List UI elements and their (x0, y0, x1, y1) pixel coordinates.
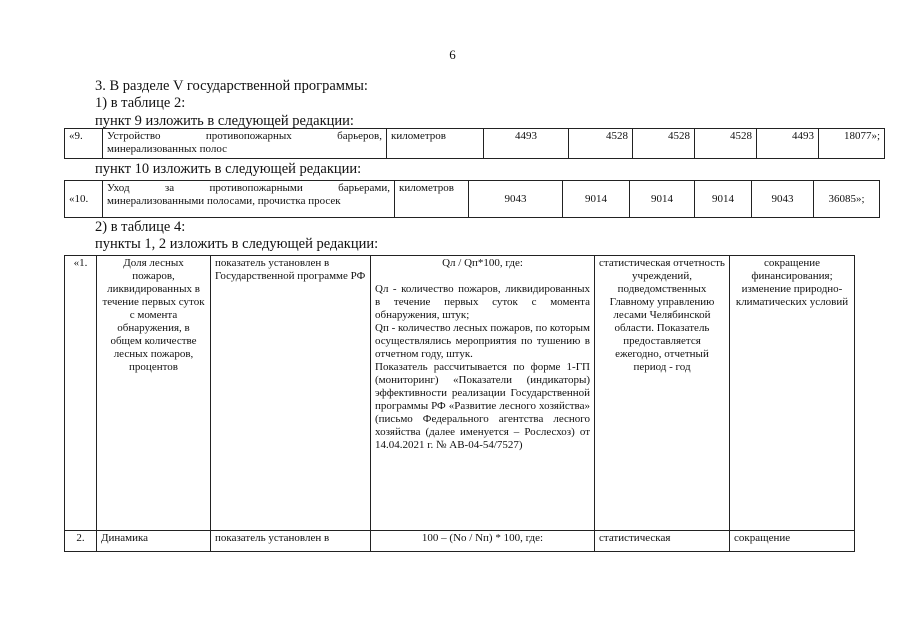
indicator-name: Доля лесных пожаров, ликвидированных в течение первых суток с момента обнаружения, в общем количестве лесных пожаров, процентов (97, 256, 211, 531)
item-number: «9. (65, 129, 103, 159)
indicator-basis: показатель установлен в Государственной программе РФ (211, 256, 371, 531)
row-number: 2. (65, 531, 97, 552)
calculation-note: Показатель рассчитывается по форме 1-ГП (мониторинг) «Показатели (индикаторы) эффективности реализации Государственной программы РФ «Развитие лесного хозяйства» (письмо Федерального агентства лесного хозяйства (далее именуется – Рослесхоз) от 14.04.2021 г. № АВ-04-54/7527) (375, 361, 590, 451)
page-number: 6 (449, 47, 456, 62)
risk-factors: сокращение финансирования; изменение природно-климатических условий (730, 256, 855, 531)
item-value: 4528 (569, 129, 633, 159)
indicators-table (64, 255, 855, 552)
points-intro: пункты 1, 2 изложить в следующей редакции: (95, 236, 379, 252)
section-heading: 3. В разделе V государственной программы: (95, 78, 368, 94)
item-value: 4528 (695, 129, 757, 159)
definition-qp: Qп - количество лесных пожаров, по которым осуществлялись мероприятия по тушению в отчетном году, штук. (375, 322, 590, 360)
definition-ql: Qл - количество пожаров, ликвидированных в течение первых суток с момента обнаружения, штук; (375, 283, 590, 321)
table4-intro: 2) в таблице 4: (95, 219, 186, 235)
table-row (65, 129, 885, 159)
table-row (65, 256, 855, 531)
item9-intro: пункт 9 изложить в следующей редакции: (95, 113, 354, 129)
item-value: 9014 (563, 181, 630, 218)
item-text: Уход за противопожарными барьерами, минерализованными полосами, прочистка просек (103, 181, 395, 218)
table-row (65, 531, 855, 552)
table-row (65, 181, 880, 218)
item-value: 4493 (484, 129, 569, 159)
item-total: 18077»; (819, 129, 885, 159)
formula: Qл / Qп*100, где: (442, 257, 523, 269)
row-number: «1. (65, 256, 97, 531)
risk-factors: сокращение (730, 531, 855, 552)
item-unit: километров (395, 181, 469, 218)
item-value: 9043 (469, 181, 563, 218)
indicator-name: Динамика (97, 531, 211, 552)
indicator-basis: показатель установлен в (211, 531, 371, 552)
item-value: 9014 (695, 181, 752, 218)
item10-intro: пункт 10 изложить в следующей редакции: (95, 161, 362, 177)
item-total: 36085»; (814, 181, 880, 218)
item-text: Устройство противопожарных барьеров, минерализованных полос (103, 129, 387, 159)
item-value: 9014 (630, 181, 695, 218)
item10-table (64, 180, 880, 218)
item-value: 9043 (752, 181, 814, 218)
table2-intro: 1) в таблице 2: (95, 95, 186, 111)
item9-table (64, 128, 885, 159)
item-value: 4528 (633, 129, 695, 159)
item-value: 4493 (757, 129, 819, 159)
item-number: «10. (65, 181, 103, 218)
indicator-method (371, 256, 595, 531)
formula: 100 – (Nо / Nп) * 100, где: (371, 531, 595, 552)
data-source: статистическая (595, 531, 730, 552)
data-source: статистическая отчетность учреждений, подведомственных Главному управлению лесами Челябинской области. Показатель предоставляется ежегодно, отчетный период - год (595, 256, 730, 531)
item-unit: километров (387, 129, 484, 159)
